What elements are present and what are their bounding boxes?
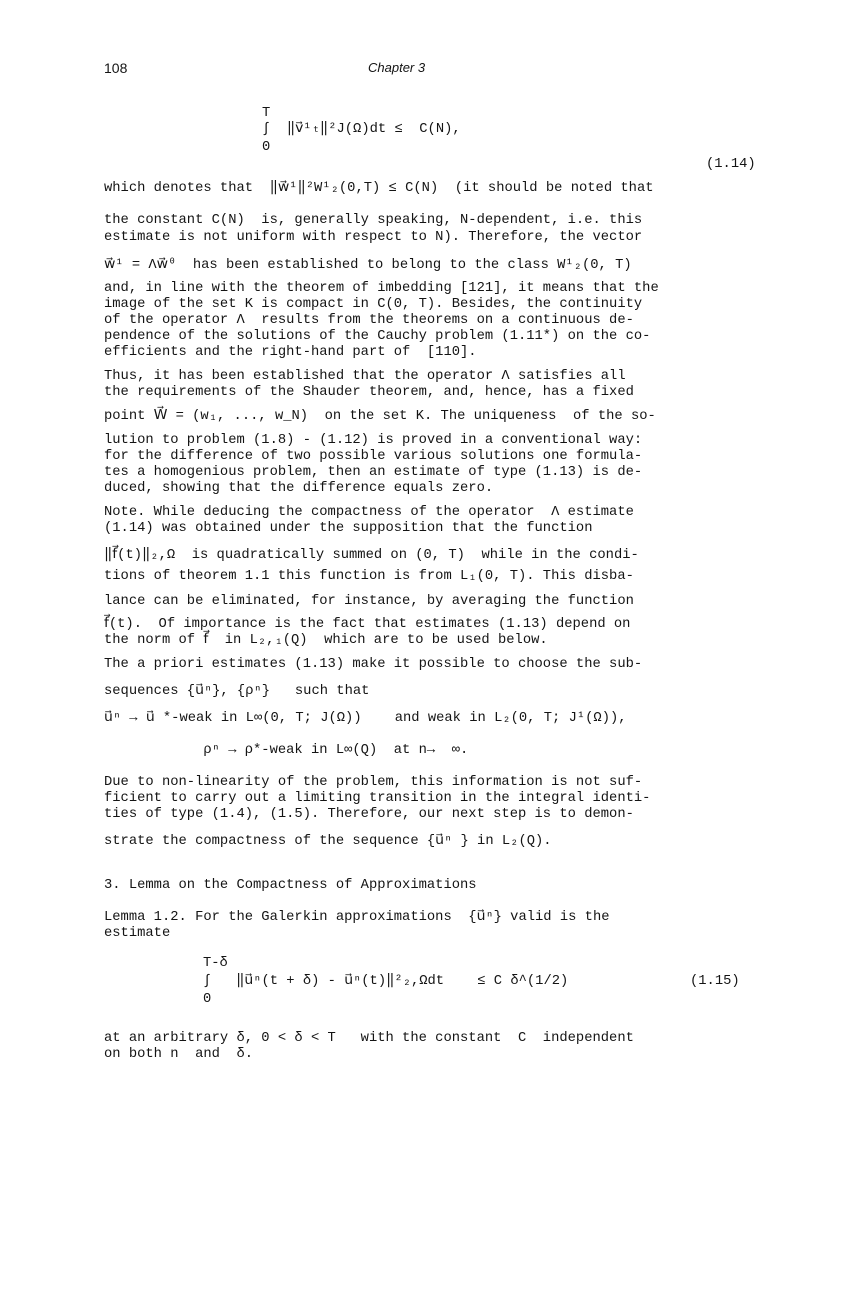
eq-1-14-lower-limit: 0 [262,140,271,155]
text-line: Due to non-linearity of the problem, this information is not suf- [104,775,643,790]
text-line: u⃗ⁿ → u⃗ *-weak in L∞(0, T; J(Ω)) and weak in L₂(0, T; J¹(Ω)), [104,711,627,726]
text-line: for the difference of two possible various solutions one formula- [104,449,643,464]
text-line: tions of theorem 1.1 this function is from L₁(0, T). This disba- [104,569,634,584]
text-line: the norm of f⃗ in L₂,₁(Q) which are to be used below. [104,633,548,648]
eq-1-15-body: ∫ ‖u⃗ⁿ(t + δ) - u⃗ⁿ(t)‖²₂,Ωdt ≤ C δ^(1/2) [203,974,569,989]
page-number: 108 [104,60,128,76]
eq-1-15-upper-limit: T-δ [203,956,228,971]
text-line: estimate [104,926,171,941]
text-line: w⃗¹ = Λw⃗⁰ has been established to belong to the class W¹₂(0, T) [104,258,632,273]
text-line: lution to problem (1.8) - (1.12) is proved in a conventional way: [104,433,643,448]
text-line: ties of type (1.4), (1.5). Therefore, our next step is to demon- [104,807,634,822]
text-line: (1.14) was obtained under the supposition that the function [104,521,593,536]
text-line: of the operator Λ results from the theorems on a continuous de- [104,313,634,328]
eq-1-15-label: (1.15) [690,974,740,989]
text-line: ρⁿ → ρ*-weak in L∞(Q) at n→ ∞. [104,743,469,758]
eq-1-14-upper-limit: T [262,106,271,121]
text-line: the requirements of the Shauder theorem, and, hence, has a fixed [104,385,634,400]
text-line: estimate is not uniform with respect to N). Therefore, the vector [104,230,643,245]
text-line: at an arbitrary δ, 0 < δ < T with the constant C independent [104,1031,634,1046]
text-line: Note. While deducing the compactness of the operator Λ estimate [104,505,634,520]
text-line: f⃗(t). Of importance is the fact that estimates (1.13) depend on [104,617,631,632]
text-line: which denotes that ‖w⃗¹‖²W¹₂(0,T) ≤ C(N) (it should be noted that [104,181,654,196]
chapter-title: Chapter 3 [368,60,426,75]
text-line: the constant C(N) is, generally speaking, N-dependent, i.e. this [104,213,643,228]
text-line: efficients and the right-hand part of [110]. [104,345,477,360]
text-line: sequences {u⃗ⁿ}, {ρⁿ} such that [104,684,370,699]
text-line: and, in line with the theorem of imbedding [121], it means that the [104,281,659,296]
text-line: Lemma 1.2. For the Galerkin approximations {u⃗ⁿ} valid is the [104,910,610,925]
text-line: strate the compactness of the sequence {u⃗ⁿ } in L₂(Q). [104,834,552,849]
eq-1-14-body: ∫ ‖v⃗¹ₜ‖²J(Ω)dt ≤ C(N), [262,122,461,137]
text-line: pendence of the solutions of the Cauchy problem (1.11*) on the co- [104,329,651,344]
eq-1-14-label: (1.14) [706,157,756,172]
text-line: ficient to carry out a limiting transition in the integral identi- [104,791,651,806]
eq-1-15-lower-limit: 0 [203,992,212,1007]
text-line: duced, showing that the difference equals zero. [104,481,494,496]
text-line: on both n and δ. [104,1047,254,1062]
section-heading: 3. Lemma on the Compactness of Approximations [104,878,477,893]
text-line: ‖f⃗(t)‖₂,Ω is quadratically summed on (0, T) while in the condi- [104,548,639,563]
text-line: Thus, it has been established that the operator Λ satisfies all [104,369,626,384]
text-line: image of the set K is compact in C(0, T). Besides, the continuity [104,297,643,312]
text-line: point W⃗ = (w₁, ..., w_N) on the set K. The uniqueness of the so- [104,409,656,424]
text-line: lance can be eliminated, for instance, by averaging the function [104,594,634,609]
text-line: The a priori estimates (1.13) make it possible to choose the sub- [104,657,643,672]
text-line: tes a homogenious problem, then an estimate of type (1.13) is de- [104,465,643,480]
